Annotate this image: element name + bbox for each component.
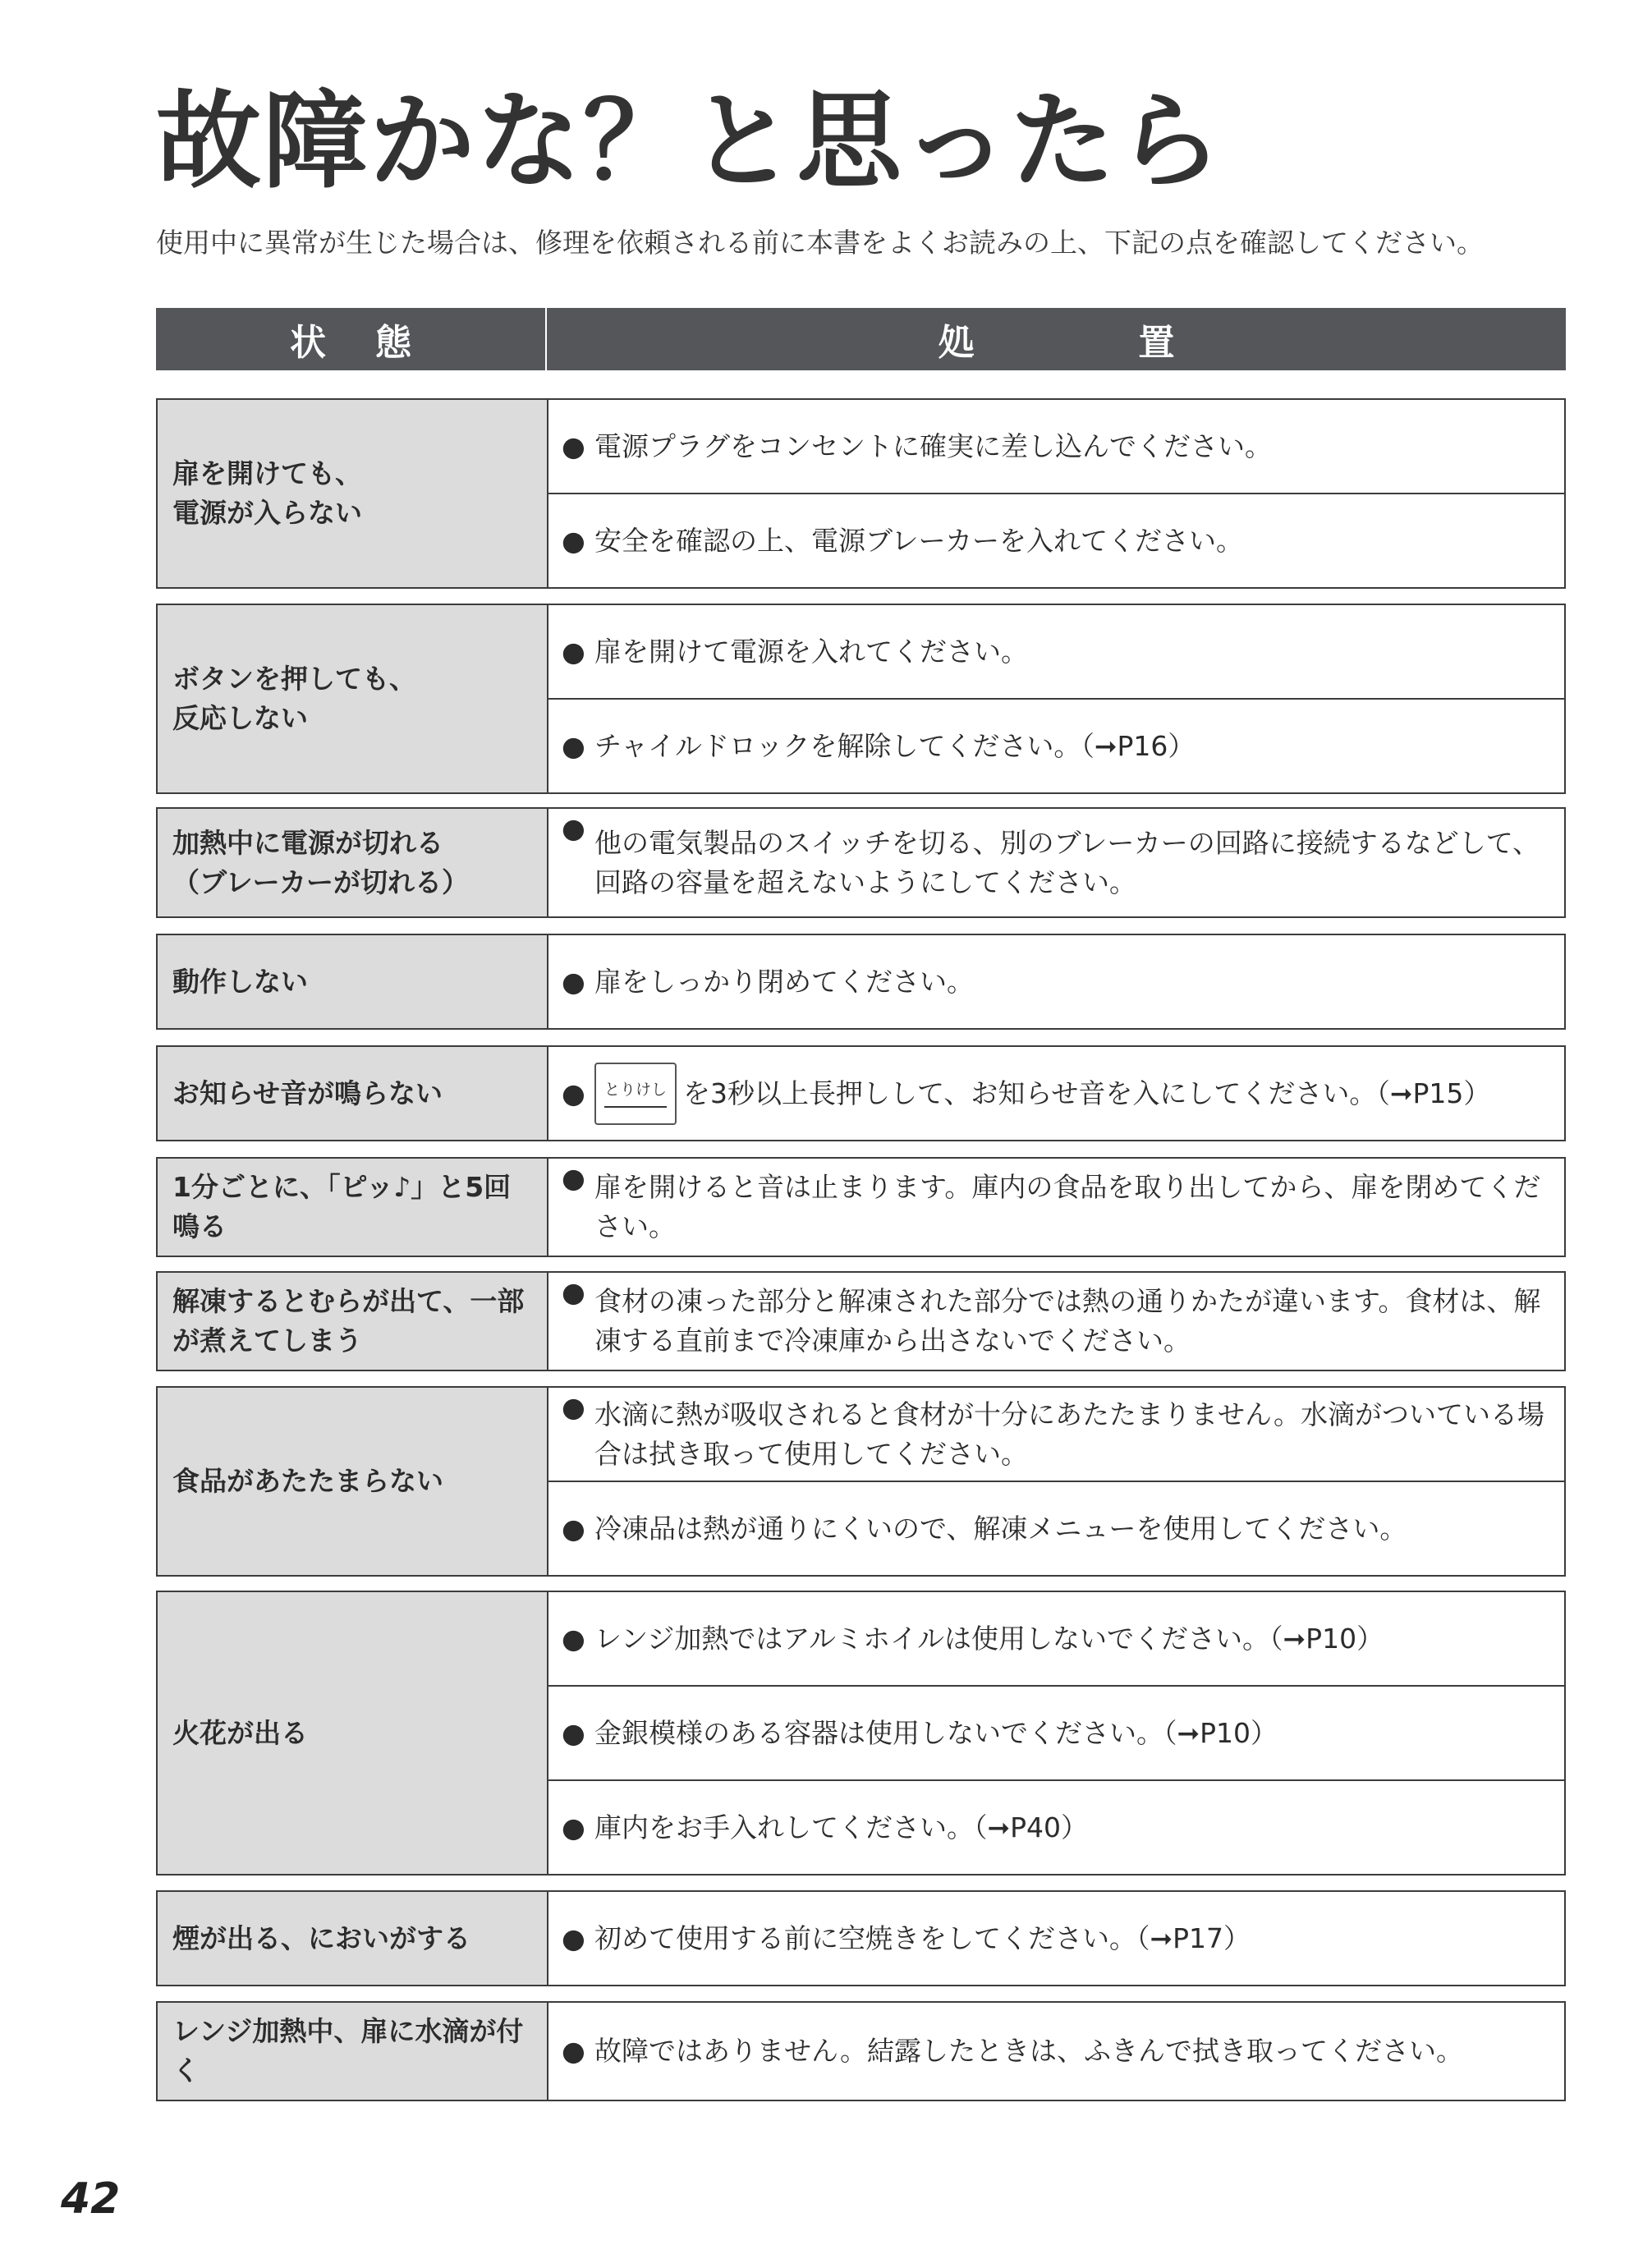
action-cell: ● 食材の凍った部分と解凍された部分では熱の通りかたが違います。食材は、解凍する直前まで冷凍庫から出さないでください。 <box>548 1273 1564 1370</box>
action-cell: ● 故障ではありません。結露したときは、ふきんで拭き取ってください。 <box>548 2003 1564 2100</box>
table-row <box>156 1591 1566 1875</box>
state-cell: 動作しない <box>158 935 548 1028</box>
bullet-icon: ● <box>562 2035 585 2068</box>
state-cell: レンジ加熱中、扉に水滴が付く <box>158 2003 548 2100</box>
action-cell: ● 扉を開けて電源を入れてください。 <box>548 605 1564 698</box>
intro-text: 使用中に異常が生じた場合は、修理を依頼される前に本書をよくお読みの上、下記の点を確認してください。 <box>156 227 1484 259</box>
cancel-key-icon: とりけし <box>594 1063 677 1125</box>
bullet-icon: ● <box>562 429 585 462</box>
action-cell: ● 初めて使用する前に空焼きをしてください。（➞P17） <box>548 1892 1564 1985</box>
state-cell: 加熱中に電源が切れる （ブレーカーが切れる） <box>158 809 548 916</box>
action-cell: ● 安全を確認の上、電源ブレーカーを入れてください。 <box>548 493 1564 587</box>
action-cell: ● 他の電気製品のスイッチを切る、別のブレーカーの回路に接続するなどして、回路の容量を超えないようにしてください。 <box>548 809 1564 916</box>
state-cell: 煙が出る、においがする <box>158 1892 548 1985</box>
bullet-icon: ● <box>562 1811 585 1843</box>
bullet-icon: ● <box>562 1162 585 1194</box>
action-cell: ● 金銀模様のある容器は使用しないでください。（➞P10） <box>548 1685 1564 1779</box>
action-cell: ● 扉をしっかり閉めてください。 <box>548 935 1564 1028</box>
table-row <box>156 1045 1566 1141</box>
table-row <box>156 2001 1566 2101</box>
bullet-icon: ● <box>562 1512 585 1545</box>
action-cell: ● とりけし を3秒以上長押しして、お知らせ音を入にしてください。（➞P15） <box>548 1047 1564 1140</box>
action-cell: ● レンジ加熱ではアルミホイルは使用しないでください。（➞P10） <box>548 1592 1564 1685</box>
state-cell: 扉を開けても、 電源が入らない <box>158 400 548 587</box>
state-cell: お知らせ音が鳴らない <box>158 1047 548 1140</box>
state-cell: 1分ごとに、「ピッ♪」と5回鳴る <box>158 1159 548 1256</box>
state-cell: ボタンを押しても、 反応しない <box>158 605 548 792</box>
table-row <box>156 1271 1566 1371</box>
bullet-icon: ● <box>562 965 585 998</box>
bullet-icon: ● <box>562 1276 585 1308</box>
state-cell: 食品があたたまらない <box>158 1388 548 1575</box>
bullet-icon: ● <box>562 1921 585 1954</box>
page-title: 故障かな？と思ったら <box>156 80 1224 203</box>
state-cell: 解凍するとむらが出て、一部が煮えてしまう <box>158 1273 548 1370</box>
action-cell: ● 電源プラグをコンセントに確実に差し込んでください。 <box>548 400 1564 493</box>
action-cell: ● 水滴に熱が吸収されると食材が十分にあたたまりません。水滴がついている場合は拭き取って使用してください。 <box>548 1388 1564 1481</box>
table-row <box>156 934 1566 1030</box>
table-header <box>156 308 1566 370</box>
bullet-icon: ● <box>562 1716 585 1749</box>
state-cell: 火花が出る <box>158 1592 548 1874</box>
table-row <box>156 1386 1566 1577</box>
bullet-icon: ● <box>562 1622 585 1655</box>
bullet-icon: ● <box>562 812 585 844</box>
table-row <box>156 807 1566 918</box>
action-cell: ● 庫内をお手入れしてください。（➞P40） <box>548 1779 1564 1874</box>
bullet-icon: ● <box>562 729 585 762</box>
table-row <box>156 1157 1566 1257</box>
action-cell: ● 扉を開けると音は止まります。庫内の食品を取り出してから、扉を閉めてください。 <box>548 1159 1564 1256</box>
table-row <box>156 1890 1566 1986</box>
header-action: 処置 <box>938 322 1339 364</box>
page-number: 42 <box>61 2174 121 2224</box>
bullet-icon: ● <box>562 1077 585 1109</box>
header-state: 状態 <box>156 308 547 370</box>
action-cell: ● チャイルドロックを解除してください。（➞P16） <box>548 698 1564 792</box>
table-row <box>156 604 1566 794</box>
action-cell: ● 冷凍品は熱が通りにくいので、解凍メニューを使用してください。 <box>548 1481 1564 1575</box>
bullet-icon: ● <box>562 635 585 668</box>
bullet-icon: ● <box>562 524 585 557</box>
bullet-icon: ● <box>562 1391 585 1423</box>
table-row <box>156 398 1566 589</box>
